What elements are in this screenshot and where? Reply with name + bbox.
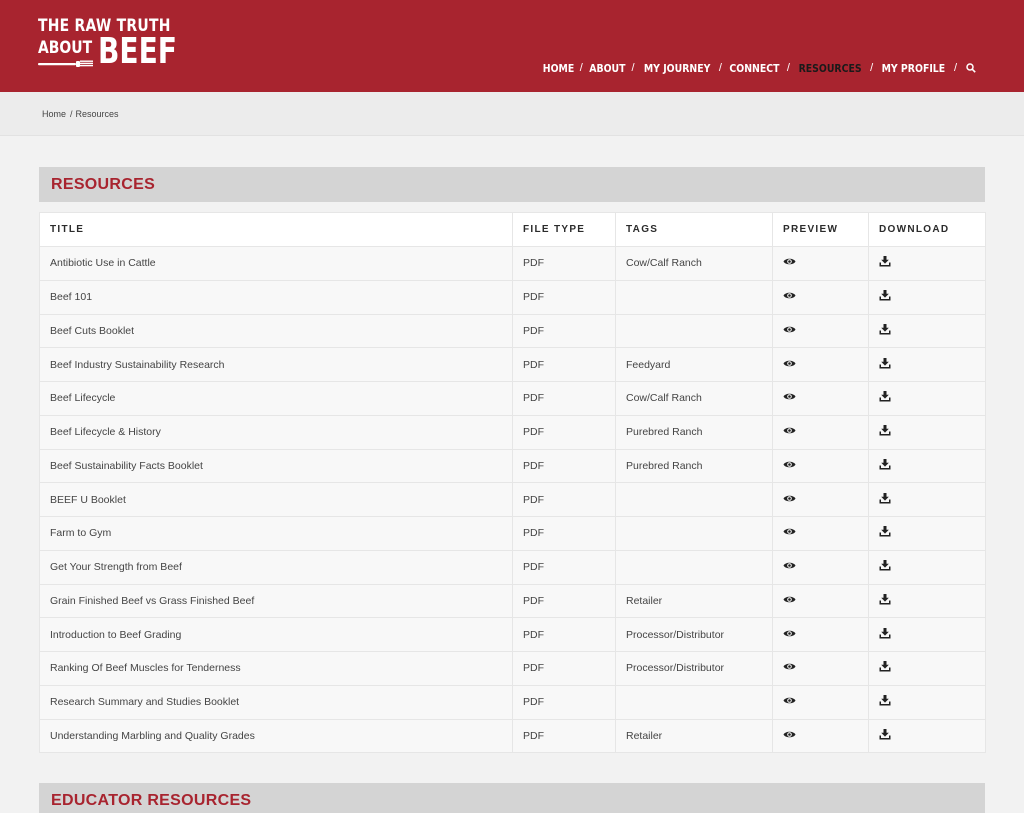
eye-icon[interactable] <box>783 325 796 337</box>
eye-icon[interactable] <box>783 730 796 742</box>
resource-title: Introduction to Beef Grading <box>40 618 513 652</box>
logo-line-2: ABOUT <box>38 38 93 58</box>
preview-cell <box>773 483 869 517</box>
download-icon[interactable] <box>879 324 891 338</box>
resource-tags: Processor/Distributor <box>616 618 773 652</box>
eye-icon[interactable] <box>783 629 796 641</box>
resource-title: Beef Sustainability Facts Booklet <box>40 449 513 483</box>
nav-item-resources[interactable]: RESOURCES <box>798 61 862 75</box>
breadcrumb-current: Resources <box>75 109 119 119</box>
table-row <box>40 584 986 618</box>
table-row <box>40 618 986 652</box>
nav-item-my-journey[interactable]: MY JOURNEY <box>643 61 711 75</box>
column-header-tags: TAGS <box>616 213 773 247</box>
table-row <box>40 280 986 314</box>
resource-title: BEEF U Booklet <box>40 483 513 517</box>
resource-file-type: PDF <box>513 382 616 416</box>
resource-tags: Purebred Ranch <box>616 415 773 449</box>
download-cell <box>869 247 986 281</box>
eye-icon[interactable] <box>783 426 796 438</box>
nav-separator: / <box>579 62 583 74</box>
table-row <box>40 449 986 483</box>
breadcrumb-home-link[interactable]: Home <box>42 109 67 119</box>
download-cell <box>869 280 986 314</box>
preview-cell <box>773 348 869 382</box>
eye-icon[interactable] <box>783 595 796 607</box>
download-icon[interactable] <box>879 628 891 642</box>
download-cell <box>869 449 986 483</box>
eye-icon[interactable] <box>783 494 796 506</box>
resource-tags <box>616 685 773 719</box>
site-logo[interactable] <box>38 16 188 76</box>
resource-file-type: PDF <box>513 652 616 686</box>
column-header-file-type: FILE TYPE <box>513 213 616 247</box>
fork-icon <box>38 60 94 68</box>
preview-cell <box>773 719 869 753</box>
download-icon[interactable] <box>879 594 891 608</box>
table-row <box>40 652 986 686</box>
table-row <box>40 483 986 517</box>
download-cell <box>869 415 986 449</box>
table-row <box>40 517 986 551</box>
breadcrumb-separator: / <box>70 109 73 119</box>
nav-separator: / <box>786 62 790 74</box>
resources-table <box>39 212 986 753</box>
resource-title: Ranking Of Beef Muscles for Tenderness <box>40 652 513 686</box>
resource-file-type: PDF <box>513 517 616 551</box>
download-icon[interactable] <box>879 358 891 372</box>
resource-file-type: PDF <box>513 618 616 652</box>
resource-file-type: PDF <box>513 719 616 753</box>
resource-title: Get Your Strength from Beef <box>40 550 513 584</box>
resource-title: Beef Cuts Booklet <box>40 314 513 348</box>
resource-file-type: PDF <box>513 314 616 348</box>
preview-cell <box>773 449 869 483</box>
column-header-download: DOWNLOAD <box>869 213 986 247</box>
resource-tags <box>616 550 773 584</box>
preview-cell <box>773 517 869 551</box>
column-header-preview: PREVIEW <box>773 213 869 247</box>
eye-icon[interactable] <box>783 696 796 708</box>
resource-file-type: PDF <box>513 685 616 719</box>
download-cell <box>869 584 986 618</box>
resource-title: Research Summary and Studies Booklet <box>40 685 513 719</box>
resource-file-type: PDF <box>513 550 616 584</box>
nav-item-my-profile[interactable]: MY PROFILE <box>881 61 946 75</box>
resource-file-type: PDF <box>513 247 616 281</box>
resource-title: Antibiotic Use in Cattle <box>40 247 513 281</box>
preview-cell <box>773 280 869 314</box>
download-cell <box>869 550 986 584</box>
logo-line-1: THE RAW TRUTH <box>38 16 171 36</box>
table-row <box>40 685 986 719</box>
resource-title: Understanding Marbling and Quality Grades <box>40 719 513 753</box>
eye-icon[interactable] <box>783 359 796 371</box>
resource-file-type: PDF <box>513 449 616 483</box>
resource-tags <box>616 483 773 517</box>
eye-icon[interactable] <box>783 527 796 539</box>
resource-file-type: PDF <box>513 584 616 618</box>
resource-tags <box>616 280 773 314</box>
preview-cell <box>773 550 869 584</box>
resource-tags <box>616 314 773 348</box>
download-icon[interactable] <box>879 493 891 507</box>
breadcrumb <box>42 109 119 119</box>
column-header-title: TITLE <box>40 213 513 247</box>
preview-cell <box>773 618 869 652</box>
resources-section-header <box>39 167 985 202</box>
table-row <box>40 382 986 416</box>
table-row <box>40 348 986 382</box>
resource-title: Beef Industry Sustainability Research <box>40 348 513 382</box>
nav-item-connect[interactable]: CONNECT <box>729 61 780 75</box>
site-header <box>0 0 1024 92</box>
eye-icon[interactable] <box>783 662 796 674</box>
download-cell <box>869 382 986 416</box>
resource-title: Beef Lifecycle & History <box>40 415 513 449</box>
nav-item-about[interactable]: ABOUT <box>589 61 626 75</box>
preview-cell <box>773 685 869 719</box>
nav-separator: / <box>870 62 874 74</box>
preview-cell <box>773 652 869 686</box>
breadcrumb-bar <box>0 92 1024 136</box>
resource-title: Grain Finished Beef vs Grass Finished Beef <box>40 584 513 618</box>
download-icon[interactable] <box>879 729 891 743</box>
table-header-row <box>40 213 986 247</box>
resource-title: Farm to Gym <box>40 517 513 551</box>
resource-file-type: PDF <box>513 280 616 314</box>
resource-title: Beef 101 <box>40 280 513 314</box>
eye-icon[interactable] <box>783 561 796 573</box>
table-row <box>40 247 986 281</box>
nav-separator: / <box>953 62 957 74</box>
resource-file-type: PDF <box>513 483 616 517</box>
resource-tags <box>616 517 773 551</box>
resource-tags: Cow/Calf Ranch <box>616 382 773 416</box>
download-icon[interactable] <box>879 695 891 709</box>
resources-section-title: RESOURCES <box>51 176 156 193</box>
resource-tags: Cow/Calf Ranch <box>616 247 773 281</box>
preview-cell <box>773 247 869 281</box>
download-cell <box>869 652 986 686</box>
download-icon[interactable] <box>879 661 891 675</box>
eye-icon[interactable] <box>783 460 796 472</box>
nav-separator: / <box>718 62 722 74</box>
resource-file-type: PDF <box>513 348 616 382</box>
resource-file-type: PDF <box>513 415 616 449</box>
download-cell <box>869 348 986 382</box>
educator-resources-section-title: EDUCATOR RESOURCES <box>51 792 252 809</box>
download-icon[interactable] <box>879 560 891 574</box>
resource-title: Beef Lifecycle <box>40 382 513 416</box>
logo-line-3: BEEF <box>98 31 177 72</box>
resource-tags: Purebred Ranch <box>616 449 773 483</box>
preview-cell <box>773 314 869 348</box>
download-cell <box>869 483 986 517</box>
table-row <box>40 550 986 584</box>
main-nav <box>540 60 976 76</box>
download-cell <box>869 314 986 348</box>
resource-tags: Retailer <box>616 584 773 618</box>
nav-item-home[interactable]: HOME <box>542 61 575 75</box>
educator-resources-section-header <box>39 783 985 813</box>
resource-tags: Feedyard <box>616 348 773 382</box>
download-cell <box>869 719 986 753</box>
download-icon[interactable] <box>879 290 891 304</box>
eye-icon[interactable] <box>783 257 796 269</box>
download-icon[interactable] <box>879 459 891 473</box>
download-icon[interactable] <box>879 391 891 405</box>
preview-cell <box>773 584 869 618</box>
preview-cell <box>773 382 869 416</box>
preview-cell <box>773 415 869 449</box>
download-icon[interactable] <box>879 256 891 270</box>
download-icon[interactable] <box>879 526 891 540</box>
nav-separator: / <box>631 62 635 74</box>
download-cell <box>869 685 986 719</box>
download-cell <box>869 618 986 652</box>
table-row <box>40 719 986 753</box>
eye-icon[interactable] <box>783 392 796 404</box>
download-cell <box>869 517 986 551</box>
search-icon[interactable] <box>966 63 976 73</box>
download-icon[interactable] <box>879 425 891 439</box>
resource-tags: Processor/Distributor <box>616 652 773 686</box>
table-row <box>40 415 986 449</box>
table-row <box>40 314 986 348</box>
eye-icon[interactable] <box>783 291 796 303</box>
resource-tags: Retailer <box>616 719 773 753</box>
